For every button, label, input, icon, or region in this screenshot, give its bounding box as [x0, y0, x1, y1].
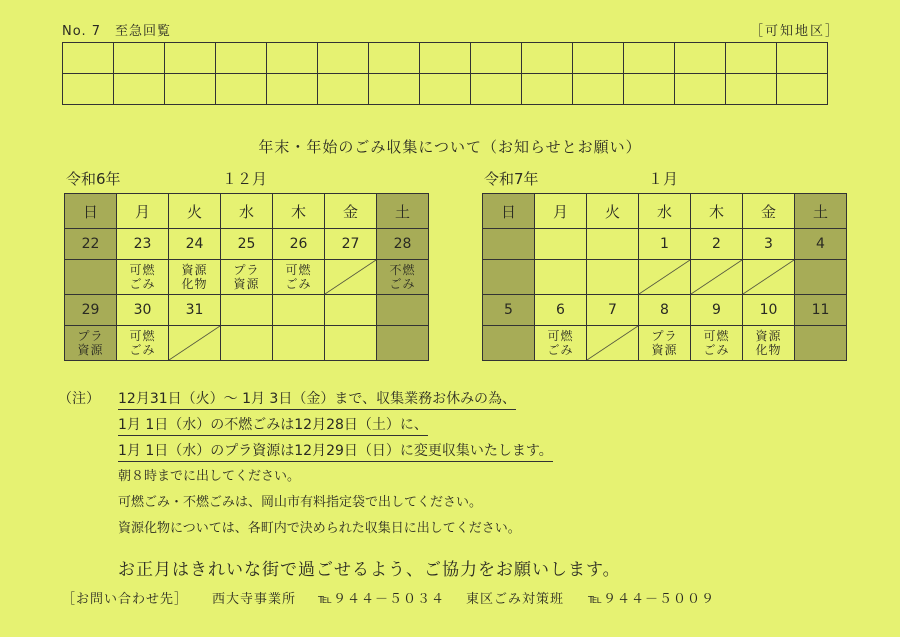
date-cell: 10 [743, 295, 795, 326]
stamp-cell [114, 43, 165, 74]
jan-month-label: １月 [648, 170, 679, 188]
collection-cell [795, 260, 847, 295]
day-header-thu: 木 [691, 194, 743, 229]
date-cell: 28 [377, 229, 429, 260]
stamp-cell [726, 43, 777, 74]
collection-cell [743, 326, 795, 361]
date-cell: 8 [639, 295, 691, 326]
collection-cell [169, 260, 221, 295]
collection-type: 資源 [77, 343, 104, 357]
circular-number: No. 7 至急回覧 [62, 24, 171, 39]
collection-cell [221, 326, 273, 361]
collection-cell [117, 260, 169, 295]
stamp-cell [675, 74, 726, 105]
collection-cell [535, 326, 587, 361]
collection-cell [325, 326, 377, 361]
day-header-wed: 水 [639, 194, 691, 229]
stamp-cell [63, 43, 114, 74]
collection-type: プラ [233, 263, 260, 277]
date-cell [221, 295, 273, 326]
stamp-cell [522, 74, 573, 105]
contact-tel-1: ℡９４４－５０３４ [318, 592, 445, 607]
day-header-mon: 月 [117, 194, 169, 229]
collection-type: 可燃 [129, 263, 156, 277]
dec-year-label: 令和6年 [66, 170, 121, 188]
collection-cell [117, 326, 169, 361]
stamp-cell [420, 74, 471, 105]
collection-type: 資源 [233, 277, 260, 291]
collection-type: 化物 [755, 343, 782, 357]
date-cell: 3 [743, 229, 795, 260]
day-header-sat: 土 [795, 194, 847, 229]
collection-type: 可燃 [703, 329, 730, 343]
collection-type: ごみ [285, 277, 312, 291]
stamp-cell [216, 43, 267, 74]
collection-cell [639, 326, 691, 361]
contact-label: ［お問い合わせ先］ [62, 592, 189, 607]
collection-cell [483, 326, 535, 361]
date-cell: 25 [221, 229, 273, 260]
day-header-sun: 日 [65, 194, 117, 229]
stamp-cell [369, 43, 420, 74]
collection-cell [273, 326, 325, 361]
jan-year-label: 令和7年 [484, 170, 539, 188]
collection-type: ごみ [547, 343, 574, 357]
no-collection-cell [743, 260, 795, 295]
stamp-cell [624, 43, 675, 74]
dec-month-label: １２月 [222, 170, 268, 188]
page-title: 年末・年始のごみ収集について（お知らせとお願い） [258, 138, 642, 156]
stamp-cell [624, 74, 675, 105]
date-cell: 29 [65, 295, 117, 326]
collection-type: プラ [77, 329, 104, 343]
december-calendar [64, 193, 429, 361]
date-cell [273, 295, 325, 326]
stamp-cell [777, 74, 828, 105]
date-cell: 22 [65, 229, 117, 260]
day-header-tue: 火 [169, 194, 221, 229]
collection-cell [587, 260, 639, 295]
circulation-stamp-grid [62, 42, 828, 105]
contact-tel-2: ℡９４４－５００９ [588, 592, 715, 607]
contact-office-2: 東区ごみ対策班 [466, 592, 565, 607]
day-header-tue: 火 [587, 194, 639, 229]
collection-type: 可燃 [129, 329, 156, 343]
stamp-cell [267, 74, 318, 105]
stamp-cell [165, 43, 216, 74]
note-line-1: 12月31日（火）～ 1月 3日（金）まで、収集業務お休みの為、 [118, 391, 516, 410]
date-cell: 6 [535, 295, 587, 326]
note-line-6: 資源化物については、各町内で決められた収集日に出してください。 [118, 521, 521, 536]
collection-cell [65, 326, 117, 361]
date-cell: 5 [483, 295, 535, 326]
note-line-5: 可燃ごみ・不燃ごみは、岡山市有料指定袋で出してください。 [118, 495, 483, 510]
contact-office-1: 西大寺事業所 [212, 592, 297, 607]
no-collection-cell [691, 260, 743, 295]
collection-type: ごみ [703, 343, 730, 357]
january-calendar [482, 193, 847, 361]
date-cell: 1 [639, 229, 691, 260]
date-cell: 31 [169, 295, 221, 326]
no-collection-cell [325, 260, 377, 295]
collection-cell [377, 260, 429, 295]
date-cell: 24 [169, 229, 221, 260]
collection-type: 資源 [651, 343, 678, 357]
stamp-cell [165, 74, 216, 105]
collection-type: ごみ [129, 343, 156, 357]
stamp-cell [369, 74, 420, 105]
day-header-fri: 金 [743, 194, 795, 229]
date-cell: 23 [117, 229, 169, 260]
stamp-cell [318, 43, 369, 74]
no-collection-cell [639, 260, 691, 295]
date-cell: 7 [587, 295, 639, 326]
day-header-sat: 土 [377, 194, 429, 229]
stamp-cell [318, 74, 369, 105]
notes-label: （注） [58, 391, 100, 407]
day-header-sun: 日 [483, 194, 535, 229]
area-label: ［可知地区］ [749, 24, 840, 39]
collection-cell [691, 326, 743, 361]
collection-cell [483, 260, 535, 295]
day-header-wed: 水 [221, 194, 273, 229]
date-cell [587, 229, 639, 260]
collection-cell [65, 260, 117, 295]
collection-type: 資源 [181, 263, 208, 277]
stamp-cell [471, 74, 522, 105]
collection-type: 可燃 [547, 329, 574, 343]
closing-message: お正月はきれいな街で過ごせるよう、ご協力をお願いします。 [118, 560, 621, 580]
date-cell [325, 295, 377, 326]
collection-type: 不燃 [389, 263, 416, 277]
collection-cell [795, 326, 847, 361]
collection-type: ごみ [129, 277, 156, 291]
stamp-cell [726, 74, 777, 105]
stamp-cell [114, 74, 165, 105]
note-line-2: 1月 1日（水）の不燃ごみは12月28日（土）に、 [118, 417, 428, 436]
stamp-cell [675, 43, 726, 74]
stamp-cell [573, 74, 624, 105]
date-cell: 11 [795, 295, 847, 326]
date-cell [535, 229, 587, 260]
stamp-cell [63, 74, 114, 105]
collection-cell [273, 260, 325, 295]
date-cell [377, 295, 429, 326]
collection-type: ごみ [389, 277, 416, 291]
collection-cell [377, 326, 429, 361]
collection-type: 資源 [755, 329, 782, 343]
date-cell: 30 [117, 295, 169, 326]
collection-cell [221, 260, 273, 295]
collection-type: プラ [651, 329, 678, 343]
date-cell: 27 [325, 229, 377, 260]
day-header-thu: 木 [273, 194, 325, 229]
no-collection-cell [169, 326, 221, 361]
day-header-fri: 金 [325, 194, 377, 229]
date-cell: 2 [691, 229, 743, 260]
stamp-cell [777, 43, 828, 74]
note-line-3: 1月 1日（水）のプラ資源は12月29日（日）に変更収集いたします。 [118, 443, 553, 462]
no-collection-cell [587, 326, 639, 361]
date-cell: 9 [691, 295, 743, 326]
stamp-cell [573, 43, 624, 74]
stamp-cell [522, 43, 573, 74]
date-cell: 26 [273, 229, 325, 260]
stamp-cell [216, 74, 267, 105]
stamp-cell [420, 43, 471, 74]
stamp-cell [267, 43, 318, 74]
collection-type: 可燃 [285, 263, 312, 277]
stamp-cell [471, 43, 522, 74]
day-header-mon: 月 [535, 194, 587, 229]
note-line-4: 朝８時までに出してください。 [118, 469, 301, 484]
date-cell [483, 229, 535, 260]
collection-cell [535, 260, 587, 295]
collection-type: 化物 [181, 277, 208, 291]
date-cell: 4 [795, 229, 847, 260]
